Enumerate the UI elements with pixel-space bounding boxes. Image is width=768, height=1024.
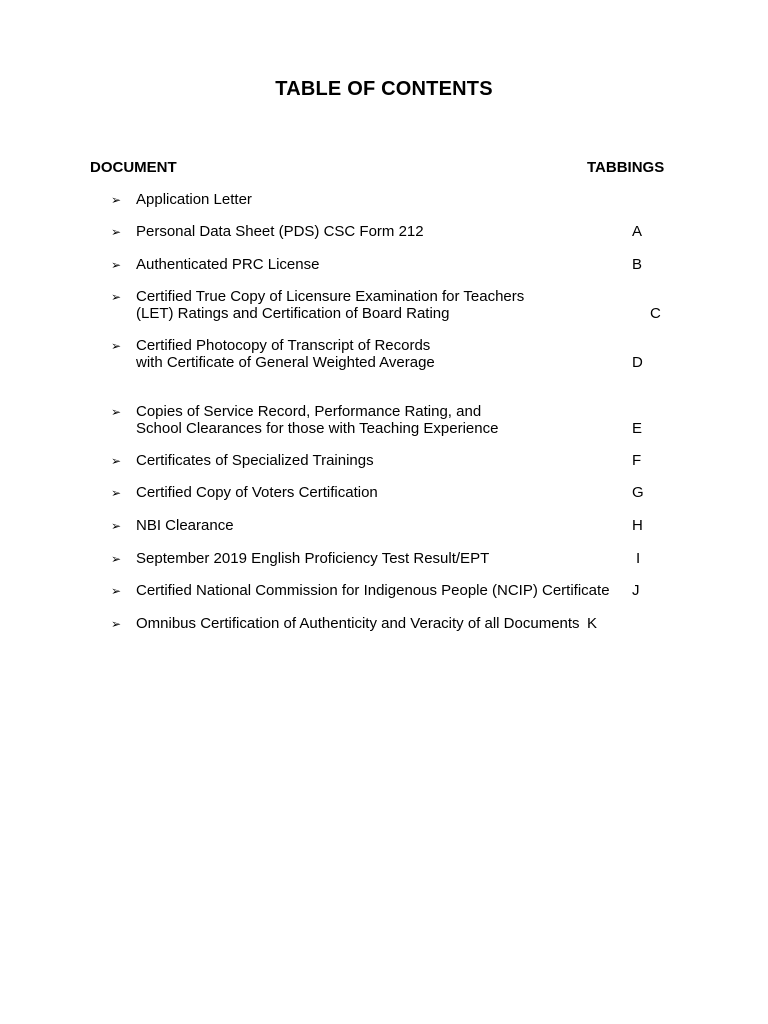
entry-text-continuation: with Certificate of General Weighted Average xyxy=(136,353,435,371)
entry-tab-letter: E xyxy=(632,419,643,437)
arrow-bullet-icon: ➢ xyxy=(111,339,122,353)
arrow-bullet-icon: ➢ xyxy=(111,454,122,468)
entry-tab-letter: I xyxy=(636,550,641,567)
entry-tab-letter: F xyxy=(632,452,642,469)
entry-tab-letter: J xyxy=(632,582,640,599)
entry-text: Certified National Commission for Indigenous People (NCIP) Certificate xyxy=(136,582,610,599)
entry-text-continuation: (LET) Ratings and Certification of Board Rating xyxy=(136,304,450,322)
arrow-bullet-icon: ➢ xyxy=(111,552,122,566)
entry-tab-letter: D xyxy=(632,353,643,371)
entry-text: Certificates of Specialized Trainings xyxy=(136,452,374,469)
arrow-bullet-icon: ➢ xyxy=(111,584,122,598)
entry-text: Certified Copy of Voters Certification xyxy=(136,484,378,501)
entry-text: Authenticated PRC License xyxy=(136,256,320,273)
entry-text: Certified True Copy of Licensure Examination for Teachers xyxy=(136,288,525,305)
arrow-bullet-icon: ➢ xyxy=(111,193,122,207)
arrow-bullet-icon: ➢ xyxy=(111,519,122,533)
arrow-bullet-icon: ➢ xyxy=(111,617,122,631)
entry-text: Certified Photocopy of Transcript of Records xyxy=(136,337,431,354)
arrow-bullet-icon: ➢ xyxy=(111,405,122,419)
tabbings-column-header: TABBINGS xyxy=(587,159,665,176)
entry-tab-letter: C xyxy=(650,304,661,322)
entry-tab-letter: K xyxy=(587,615,598,632)
entry-text: Copies of Service Record, Performance Rating, and xyxy=(136,403,482,420)
entry-text: NBI Clearance xyxy=(136,517,234,534)
entry-text: Omnibus Certification of Authenticity and Veracity of all Documents xyxy=(136,615,580,632)
entry-tab-letter: G xyxy=(632,484,644,501)
arrow-bullet-icon: ➢ xyxy=(111,258,122,272)
arrow-bullet-icon: ➢ xyxy=(111,225,122,239)
entry-tab-letter: H xyxy=(632,517,643,534)
entry-tab-letter: A xyxy=(632,223,643,240)
arrow-bullet-icon: ➢ xyxy=(111,290,122,304)
entry-text: Application Letter xyxy=(136,191,252,208)
document-column-header: DOCUMENT xyxy=(90,159,177,176)
entry-text-continuation: School Clearances for those with Teaching Experience xyxy=(136,419,499,437)
entry-text: September 2019 English Proficiency Test Result/EPT xyxy=(136,550,490,567)
arrow-bullet-icon: ➢ xyxy=(111,486,122,500)
entry-tab-letter: B xyxy=(632,256,643,273)
entry-text: Personal Data Sheet (PDS) CSC Form 212 xyxy=(136,223,424,240)
page-title: TABLE OF CONTENTS xyxy=(275,78,493,100)
